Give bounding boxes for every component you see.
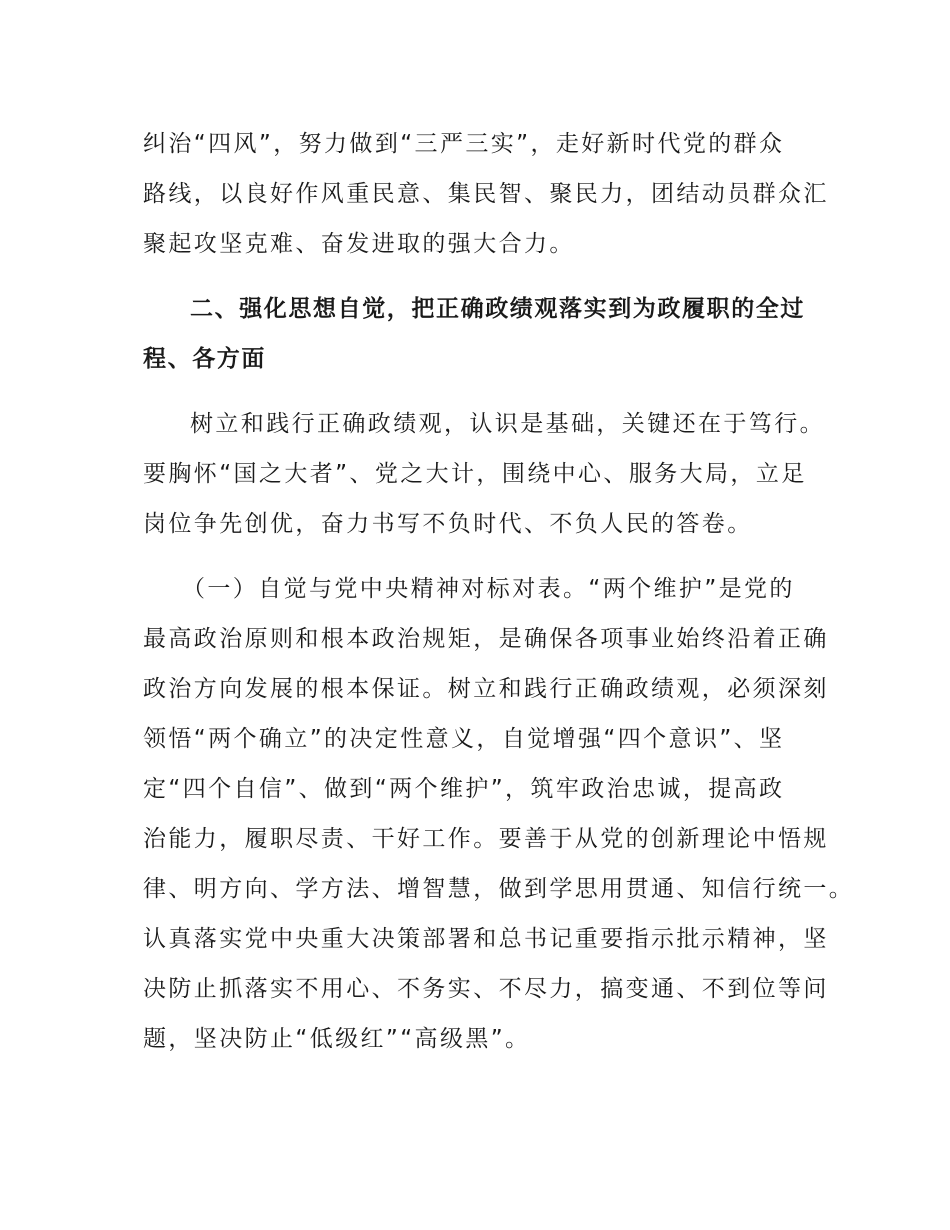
paragraph-line: 决防止抓落实不用心、不务实、不尽力，搞变通、不到位等问 (143, 976, 829, 1002)
paragraph-line: 治能力，履职尽责、干好工作。要善于从党的创新理论中悟规 (143, 826, 829, 852)
paragraph-line: 律、明方向、学方法、增智慧，做到学思用贯通、知信行统一。 (143, 876, 855, 902)
paragraph-line: 要胸怀“国之大者”、党之大计，围绕中心、服务大局，立足 (143, 461, 807, 487)
paragraph-line: 政治方向发展的根本保证。树立和践行正确政绩观，必须深刻 (143, 676, 829, 702)
paragraph-line: 树立和践行正确政绩观，认识是基础，关键还在于笃行。 (190, 411, 825, 437)
paragraph-line: 定“四个自信”、做到“两个维护”，筑牢政治忠诚，提高政 (143, 776, 785, 802)
paragraph-line: （一）自觉与党中央精神对标对表。“两个维护”是党的 (182, 576, 795, 602)
paragraph-line: 认真落实党中央重大决策部署和总书记重要指示批示精神，坚 (143, 926, 829, 952)
heading-line: 程、各方面 (143, 346, 266, 372)
paragraph-line: 最高政治原则和根本政治规矩，是确保各项事业始终沿着正确 (143, 626, 829, 652)
paragraph-line: 题，坚决防止“低级红”“高级黑”。 (143, 1026, 531, 1052)
paragraph-line: 领悟“两个确立”的决定性意义，自觉增强“四个意识”、坚 (143, 726, 785, 752)
paragraph-line: 路线，以良好作风重民意、集民智、聚民力，团结动员群众汇 (143, 181, 829, 207)
heading-line: 二、强化思想自觉，把正确政绩观落实到为政履职的全过 (190, 296, 805, 322)
paragraph-line: 纠治“四风”，努力做到“三严三实”，走好新时代党的群众 (143, 131, 785, 157)
paragraph-line: 聚起攻坚克难、奋发进取的强大合力。 (143, 231, 575, 257)
paragraph-line: 岗位争先创优，奋力书写不负时代、不负人民的答卷。 (143, 511, 753, 537)
